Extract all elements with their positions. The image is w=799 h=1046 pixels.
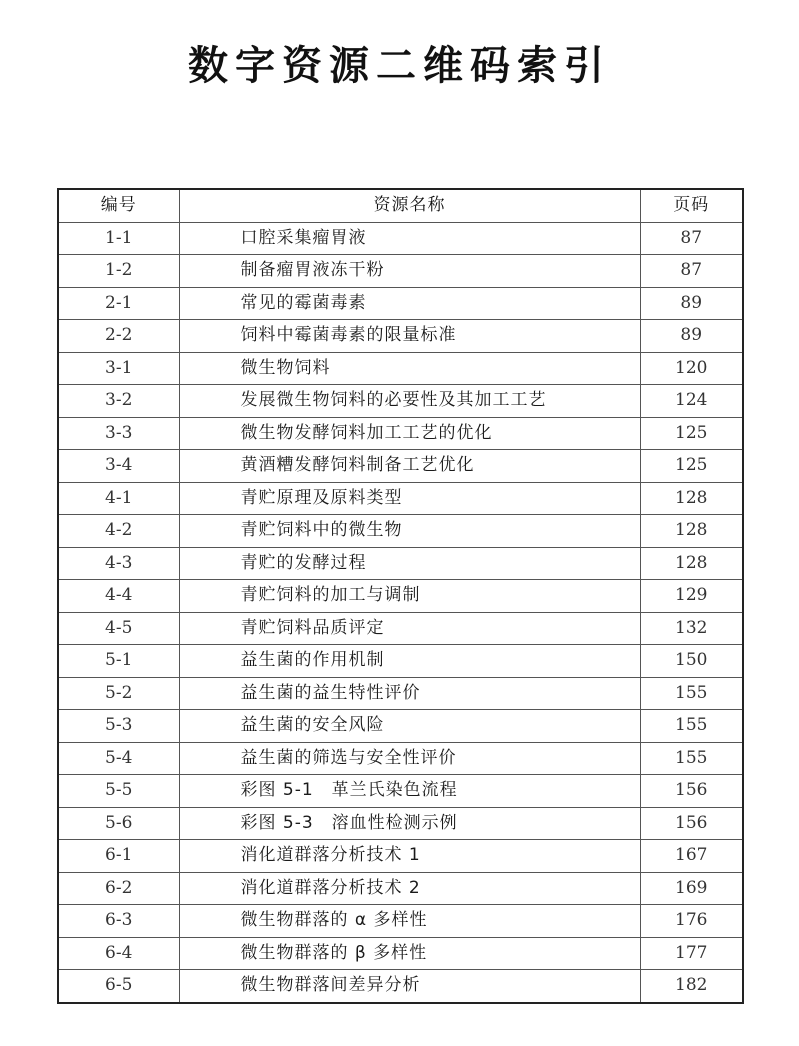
code-cell: 2-1 (58, 287, 179, 320)
page-cell: 176 (640, 905, 743, 938)
page-cell: 132 (640, 612, 743, 645)
name-cell: 益生菌的安全风险 (179, 710, 640, 743)
page-cell: 89 (640, 320, 743, 353)
header-code: 编号 (58, 189, 179, 222)
code-cell: 6-2 (58, 872, 179, 905)
page-cell: 129 (640, 580, 743, 613)
code-cell: 6-5 (58, 970, 179, 1003)
table-row (58, 612, 743, 645)
name-cell: 饲料中霉菌毒素的限量标准 (179, 320, 640, 353)
code-cell: 1-2 (58, 255, 179, 288)
table-row (58, 580, 743, 613)
table-body (58, 222, 743, 1003)
table-row (58, 807, 743, 840)
name-cell: 微生物饲料 (179, 352, 640, 385)
table-row (58, 742, 743, 775)
code-cell: 4-3 (58, 547, 179, 580)
code-cell: 6-1 (58, 840, 179, 873)
resource-index-table (57, 188, 744, 1004)
name-cell: 益生菌的筛选与安全性评价 (179, 742, 640, 775)
table-row (58, 645, 743, 678)
name-cell: 微生物群落的 α 多样性 (179, 905, 640, 938)
page-cell: 89 (640, 287, 743, 320)
page-cell: 120 (640, 352, 743, 385)
table-row (58, 905, 743, 938)
page-cell: 87 (640, 222, 743, 255)
table-row (58, 417, 743, 450)
code-cell: 3-1 (58, 352, 179, 385)
page-cell: 155 (640, 710, 743, 743)
name-cell: 制备瘤胃液冻干粉 (179, 255, 640, 288)
page-cell: 128 (640, 547, 743, 580)
name-cell: 发展微生物饲料的必要性及其加工工艺 (179, 385, 640, 418)
name-cell: 消化道群落分析技术 2 (179, 872, 640, 905)
code-cell: 6-3 (58, 905, 179, 938)
table-row (58, 677, 743, 710)
page-cell: 124 (640, 385, 743, 418)
page-cell: 169 (640, 872, 743, 905)
code-cell: 5-3 (58, 710, 179, 743)
code-cell: 4-1 (58, 482, 179, 515)
table-row (58, 482, 743, 515)
name-cell: 益生菌的益生特性评价 (179, 677, 640, 710)
header-name: 资源名称 (179, 189, 640, 222)
page-cell: 155 (640, 677, 743, 710)
name-cell: 消化道群落分析技术 1 (179, 840, 640, 873)
code-cell: 5-4 (58, 742, 179, 775)
code-cell: 3-3 (58, 417, 179, 450)
name-cell: 口腔采集瘤胃液 (179, 222, 640, 255)
table-row (58, 710, 743, 743)
name-cell: 青贮饲料品质评定 (179, 612, 640, 645)
page-cell: 155 (640, 742, 743, 775)
name-cell: 微生物群落的 β 多样性 (179, 937, 640, 970)
code-cell: 5-6 (58, 807, 179, 840)
code-cell: 5-1 (58, 645, 179, 678)
code-cell: 5-5 (58, 775, 179, 808)
code-cell: 2-2 (58, 320, 179, 353)
name-cell: 微生物群落间差异分析 (179, 970, 640, 1003)
code-cell: 5-2 (58, 677, 179, 710)
code-cell: 4-5 (58, 612, 179, 645)
header-page: 页码 (640, 189, 743, 222)
page-cell: 125 (640, 450, 743, 483)
page-cell: 182 (640, 970, 743, 1003)
name-cell: 青贮饲料的加工与调制 (179, 580, 640, 613)
page-cell: 125 (640, 417, 743, 450)
table-header-row (58, 189, 743, 222)
page-title: 数字资源二维码索引 (188, 43, 611, 89)
table-row (58, 287, 743, 320)
page-cell: 128 (640, 482, 743, 515)
name-cell: 青贮饲料中的微生物 (179, 515, 640, 548)
table-row (58, 970, 743, 1003)
table-row (58, 775, 743, 808)
table-row (58, 320, 743, 353)
table-row (58, 450, 743, 483)
table-row (58, 872, 743, 905)
page-cell: 167 (640, 840, 743, 873)
page-cell: 128 (640, 515, 743, 548)
table-row (58, 222, 743, 255)
table-row (58, 352, 743, 385)
name-cell: 常见的霉菌毒素 (179, 287, 640, 320)
name-cell: 微生物发酵饲料加工工艺的优化 (179, 417, 640, 450)
name-cell: 青贮原理及原料类型 (179, 482, 640, 515)
name-cell: 青贮的发酵过程 (179, 547, 640, 580)
table-row (58, 515, 743, 548)
name-cell: 黄酒糟发酵饲料制备工艺优化 (179, 450, 640, 483)
name-cell: 益生菌的作用机制 (179, 645, 640, 678)
page-cell: 150 (640, 645, 743, 678)
page-cell: 156 (640, 775, 743, 808)
page-cell: 87 (640, 255, 743, 288)
code-cell: 4-4 (58, 580, 179, 613)
code-cell: 3-4 (58, 450, 179, 483)
code-cell: 4-2 (58, 515, 179, 548)
page-cell: 177 (640, 937, 743, 970)
code-cell: 3-2 (58, 385, 179, 418)
name-cell: 彩图 5-3 溶血性检测示例 (179, 807, 640, 840)
name-cell: 彩图 5-1 革兰氏染色流程 (179, 775, 640, 808)
table-row (58, 937, 743, 970)
table-row (58, 547, 743, 580)
table-row (58, 255, 743, 288)
table-row (58, 385, 743, 418)
code-cell: 1-1 (58, 222, 179, 255)
page-cell: 156 (640, 807, 743, 840)
code-cell: 6-4 (58, 937, 179, 970)
table-row (58, 840, 743, 873)
